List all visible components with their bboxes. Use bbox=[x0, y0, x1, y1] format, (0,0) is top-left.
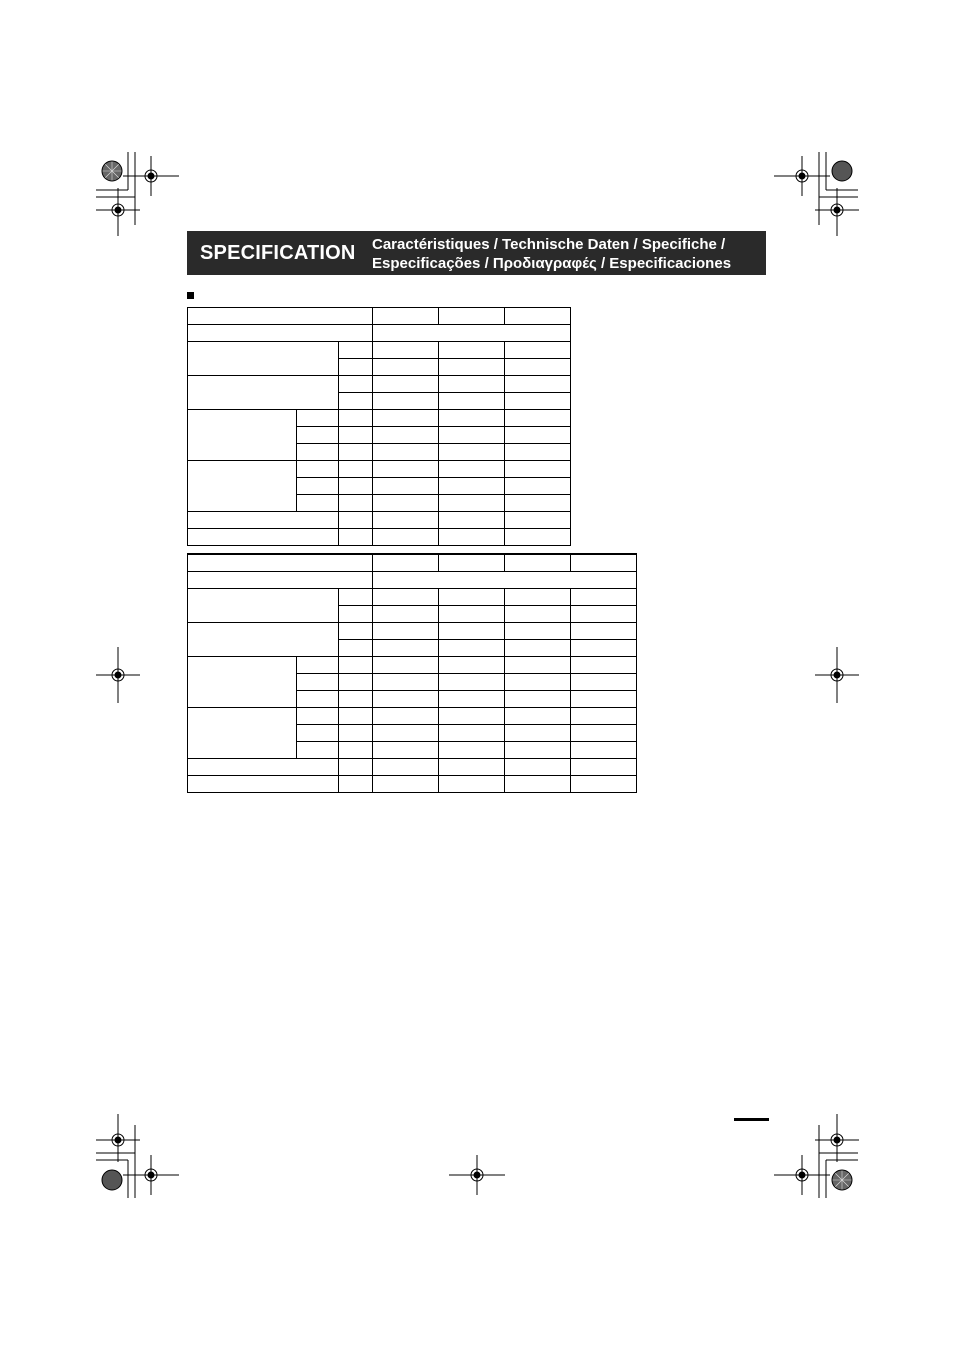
crosshair-registration-icon bbox=[815, 1114, 859, 1162]
table-row bbox=[188, 410, 571, 427]
table-row bbox=[188, 325, 571, 342]
crosshair-registration-icon bbox=[96, 647, 140, 703]
table-row bbox=[188, 708, 637, 725]
registration-disc-icon bbox=[102, 1170, 122, 1190]
spec-table-2 bbox=[187, 553, 637, 793]
registration-disc-icon bbox=[832, 1170, 852, 1190]
spec-table-1 bbox=[187, 307, 571, 546]
page-number-rule bbox=[734, 1118, 769, 1121]
banner-subtitle-line-1: Caractéristiques / Technische Daten / Specifiche / bbox=[372, 236, 726, 253]
table-row bbox=[188, 342, 571, 359]
banner-subtitle-line-2: Especificações / Προδιαγραφές / Especificaciones bbox=[372, 255, 732, 272]
table-row bbox=[188, 461, 571, 478]
table-row bbox=[188, 529, 571, 546]
square-bullet-icon bbox=[187, 292, 194, 299]
table-row bbox=[188, 554, 637, 572]
crosshair-registration-icon bbox=[774, 156, 830, 196]
banner-title: SPECIFICATION bbox=[200, 242, 356, 264]
table-row bbox=[188, 572, 637, 589]
specification-banner bbox=[187, 231, 766, 275]
table-row bbox=[188, 759, 637, 776]
table-row bbox=[188, 376, 571, 393]
table-row bbox=[188, 308, 571, 325]
table-row bbox=[188, 657, 637, 674]
crosshair-registration-icon bbox=[123, 156, 179, 196]
table-row bbox=[188, 776, 637, 793]
crosshair-registration-icon bbox=[96, 1114, 140, 1162]
registration-disc-icon bbox=[102, 161, 122, 181]
crosshair-registration-icon bbox=[815, 188, 859, 236]
crosshair-registration-icon bbox=[96, 188, 140, 236]
crosshair-registration-icon bbox=[815, 647, 859, 703]
table-row bbox=[188, 512, 571, 529]
crosshair-registration-icon bbox=[123, 1155, 179, 1195]
banner-subtitle bbox=[372, 235, 731, 273]
crosshair-registration-icon bbox=[774, 1155, 830, 1195]
crosshair-registration-icon bbox=[449, 1155, 505, 1195]
registration-disc-icon bbox=[832, 161, 852, 181]
table-row bbox=[188, 623, 637, 640]
table-row bbox=[188, 589, 637, 606]
